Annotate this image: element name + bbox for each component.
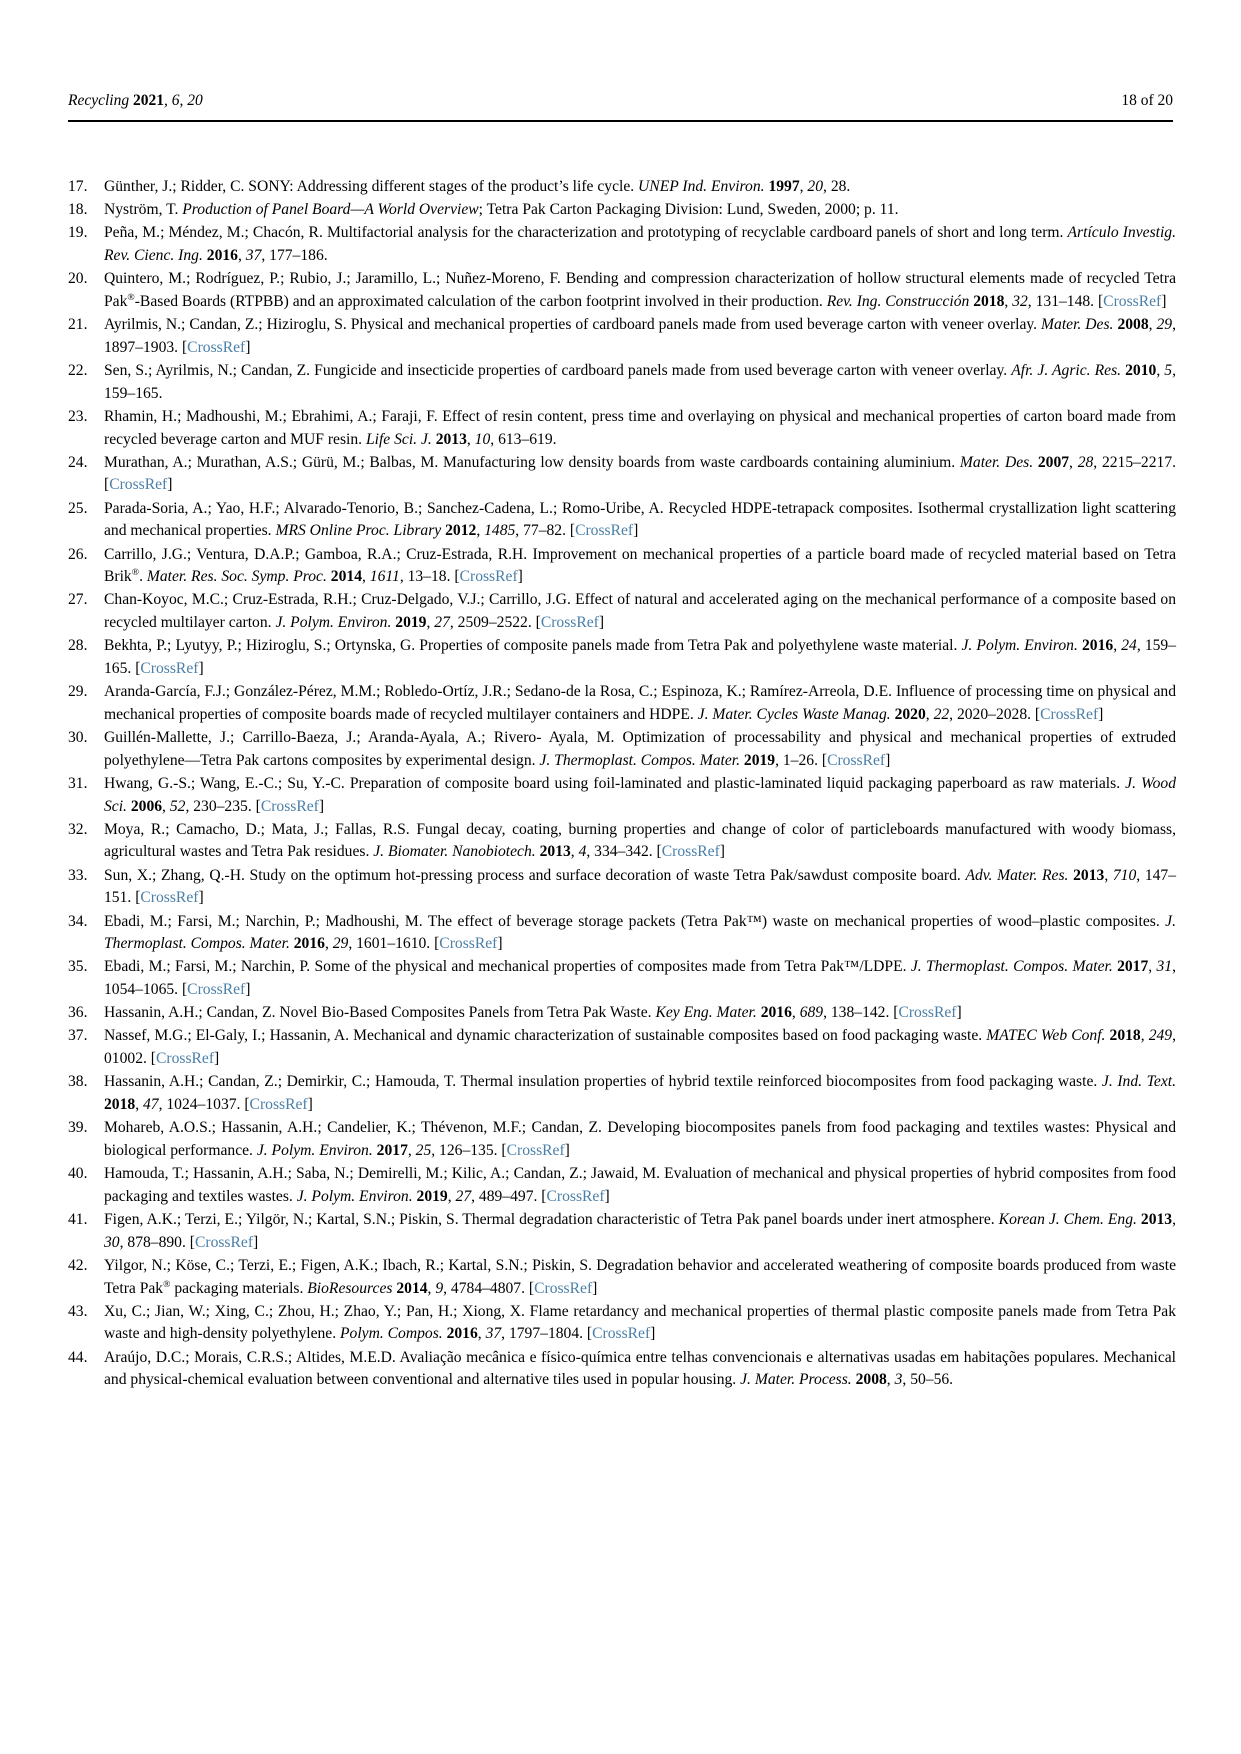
reference-entry <box>68 956 1176 1001</box>
reference-number: 31. <box>68 774 88 792</box>
reference-text: Carrillo, J.G.; Ventura, D.A.P.; Gamboa, R.A.; Cruz-Estrada, R.H. Improvement on mechanical properties of a particle board made of recycled material based on Tetra Brik®. Mater. Res. Soc. Symp. Proc. 2014, 1611, 13–18. [CrossRef] <box>104 545 1176 586</box>
reference-number: 33. <box>68 866 88 884</box>
crossref-link[interactable]: CrossRef <box>155 1050 215 1068</box>
crossref-link[interactable]: CrossRef <box>506 1141 565 1159</box>
reference-text: Guillén-Mallette, J.; Carrillo-Baeza, J.; Aranda-Ayala, A.; Rivero- Ayala, M. Optimization of processability and physical and mechanical properties of extruded polyethylene—Tetra Pak cartons composites by experimental design. J. Thermoplast. Compos. Mater. 2019, 1–26. [CrossRef] <box>104 729 1176 769</box>
page-header <box>68 92 1173 110</box>
reference-text: Ebadi, M.; Farsi, M.; Narchin, P.; Madhoushi, M. The effect of beverage storage packets (Tetra Pak™) waste on mechanical properties of wood–plastic composites. J. Thermoplast. Compos. Mater. 2016, 29, 1601–1610. [CrossRef] <box>104 912 1176 953</box>
reference-entry <box>68 360 1176 405</box>
reference-text: Sen, S.; Ayrilmis, N.; Candan, Z. Fungicide and insecticide properties of cardboard panels made from used beverage carton with veneer overlay. Afr. J. Agric. Res. 2010, 5, 159–165. <box>104 362 1176 402</box>
reference-text: Araújo, D.C.; Morais, C.R.S.; Altides, M.E.D. Avaliação mecânica e físico-química entre telhas convencionais e alternativas usadas em habitações populares. Mechanical and physical-chemical evaluation between conventional and alternative tiles used in popular housing. J. Mater. Process. 2008, 3, 50–56. <box>104 1348 1176 1389</box>
reference-number: 34. <box>68 912 88 930</box>
reference-entry <box>68 635 1176 680</box>
crossref-link[interactable]: CrossRef <box>540 614 599 632</box>
reference-text: Moya, R.; Camacho, D.; Mata, J.; Fallas, R.S. Fungal decay, coating, burning properties and change of color of particleboards manufactured with woody biomass, agricultural wastes and Tetra Pak residues. J. Biomater. Nanobiotech. 2013, 4, 334–342. [CrossRef] <box>104 820 1176 861</box>
crossref-link[interactable]: CrossRef <box>1040 705 1099 723</box>
reference-entry <box>68 406 1176 451</box>
reference-number: 38. <box>68 1073 88 1091</box>
reference-entry <box>68 819 1176 864</box>
crossref-link[interactable]: CrossRef <box>592 1325 651 1343</box>
reference-entry <box>68 222 1176 267</box>
reference-text: Bekhta, P.; Lyutyy, P.; Hiziroglu, S.; Ortynska, G. Properties of composite panels made from Tetra Pak and polyethylene waste material. J. Polym. Environ. 2016, 24, 159–165. [CrossRef] <box>104 637 1177 677</box>
header-divider <box>68 120 1173 122</box>
reference-entry <box>68 589 1176 634</box>
reference-number: 32. <box>68 820 88 838</box>
reference-text: Günther, J.; Ridder, C. SONY: Addressing different stages of the product’s life cycle. UNEP Ind. Environ. 1997, 20, 28. <box>104 178 851 195</box>
reference-number: 22. <box>68 362 88 379</box>
reference-entry <box>68 1347 1176 1392</box>
reference-number: 20. <box>68 270 88 288</box>
reference-number: 19. <box>68 224 88 242</box>
reference-entry <box>68 498 1176 543</box>
reference-entry <box>68 773 1176 818</box>
reference-text: Ayrilmis, N.; Candan, Z.; Hiziroglu, S. Physical and mechanical properties of cardboard panels made from used beverage carton with veneer overlay. Mater. Des. 2008, 29, 1897–1903. [CrossRef] <box>104 316 1176 356</box>
reference-text: Aranda-García, F.J.; González-Pérez, M.M.; Robledo-Ortíz, J.R.; Sedano-de la Rosa, C.; Espinoza, K.; Ramírez-Arreola, D.E. Influence of processing time on physical and mechanical properties of composite boards made of recycled multilayer containers and HDPE. J. Mater. Cycles Waste Manag. 2020, 22, 2020–2028. [CrossRef] <box>104 683 1176 723</box>
crossref-link[interactable]: CrossRef <box>187 981 246 999</box>
reference-number: 26. <box>68 545 88 563</box>
reference-number: 23. <box>68 407 88 425</box>
reference-entry <box>68 1301 1176 1346</box>
reference-entry <box>68 727 1176 772</box>
reference-number: 40. <box>68 1165 88 1183</box>
crossref-link[interactable]: CrossRef <box>439 935 498 953</box>
reference-text: Figen, A.K.; Terzi, E.; Yilgör, N.; Kartal, S.N.; Piskin, S. Thermal degradation characteristic of Tetra Pak panel boards under inert atmosphere. Korean J. Chem. Eng. 2013, 30, 878–890. [CrossRef] <box>104 1210 1176 1251</box>
reference-text: Mohareb, A.O.S.; Hassanin, A.H.; Candelier, K.; Thévenon, M.F.; Candan, Z. Developing biocomposites panels from food packaging and textiles wastes: Physical and biological performance. J. Polym. Environ. 2017, 25, 126–135. [CrossRef] <box>104 1119 1176 1159</box>
crossref-link[interactable]: CrossRef <box>459 568 518 586</box>
reference-number: 37. <box>68 1027 88 1045</box>
reference-entry <box>68 1255 1176 1300</box>
reference-entry <box>68 1209 1176 1254</box>
reference-text: Quintero, M.; Rodríguez, P.; Rubio, J.; Jaramillo, L.; Nuñez-Moreno, F. Bending and compression characterization of hollow structural elements made of recycled Tetra Pak®-Based Boards (RTPBB) and an approximated calculation of the carbon footprint involved in their production. Rev. Ing. Construcción 2018, 32, 131–148. [CrossRef] <box>104 270 1176 310</box>
crossref-link[interactable]: CrossRef <box>546 1187 605 1205</box>
crossref-link[interactable]: CrossRef <box>661 843 720 861</box>
reference-text: Xu, C.; Jian, W.; Xing, C.; Zhou, H.; Zhao, Y.; Pan, H.; Xiong, X. Flame retardancy and mechanical properties of thermal plastic composite panels made from Tetra Pak waste and high-density polyethylene. Polym. Compos. 2016, 37, 1797–1804. [CrossRef] <box>104 1302 1176 1343</box>
reference-number: 43. <box>68 1302 88 1320</box>
reference-text: Yilgor, N.; Köse, C.; Terzi, E.; Figen, A.K.; Ibach, R.; Kartal, S.N.; Piskin, S. Degradation behavior and accelerated weathering of composite boards produced from waste Tetra Pak® packaging materials. BioResources 2014, 9, 4784–4807. [CrossRef] <box>104 1256 1176 1297</box>
page-number: 18 of 20 <box>1121 92 1173 109</box>
reference-entry <box>68 314 1176 359</box>
reference-entry <box>68 1071 1176 1116</box>
reference-entry <box>68 1163 1176 1208</box>
reference-text: Rhamin, H.; Madhoushi, M.; Ebrahimi, A.; Faraji, F. Effect of resin content, press time and overlaying on physical and mechanical properties of carton board made from recycled beverage carton and MUF resin. Life Sci. J. 2013, 10, 613–619. <box>104 407 1176 448</box>
reference-text: Parada-Soria, A.; Yao, H.F.; Alvarado-Tenorio, B.; Sanchez-Cadena, L.; Romo-Uribe, A. Recycled HDPE-tetrapack composites. Isothermal crystallization light scattering and mechanical properties. MRS Online Proc. Library 2012, 1485, 77–82. [CrossRef] <box>104 499 1176 540</box>
reference-list <box>68 176 1176 1392</box>
reference-entry <box>68 1117 1176 1162</box>
journal-year: 2021 <box>132 92 164 109</box>
reference-text: Hwang, G.-S.; Wang, E.-C.; Su, Y.-C. Preparation of composite board using foil-laminated and plastic-laminated liquid packaging paperboard as raw materials. J. Wood Sci. 2006, 52, 230–235. [CrossRef] <box>104 774 1176 815</box>
reference-entry <box>68 911 1176 956</box>
reference-entry <box>68 865 1176 910</box>
reference-entry <box>68 199 1176 222</box>
reference-number: 39. <box>68 1119 88 1137</box>
reference-number: 27. <box>68 591 88 609</box>
reference-entry <box>68 176 1176 199</box>
reference-entry <box>68 681 1176 726</box>
reference-text: Nassef, M.G.; El-Galy, I.; Hassanin, A. Mechanical and dynamic characterization of sustainable composites based on food packaging waste. MATEC Web Conf. 2018, 249, 01002. [CrossRef] <box>104 1027 1176 1068</box>
crossref-link[interactable]: CrossRef <box>575 522 634 540</box>
crossref-link[interactable]: CrossRef <box>898 1004 957 1022</box>
reference-entry <box>68 268 1176 313</box>
reference-number: 28. <box>68 637 88 655</box>
reference-number: 41. <box>68 1210 88 1228</box>
reference-entry <box>68 452 1176 497</box>
reference-text: Ebadi, M.; Farsi, M.; Narchin, P. Some of the physical and mechanical properties of composites made from Tetra Pak™/LDPE. J. Thermoplast. Compos. Mater. 2017, 31, 1054–1065. [CrossRef] <box>104 958 1176 999</box>
reference-entry <box>68 1025 1176 1070</box>
reference-number: 42. <box>68 1256 88 1274</box>
crossref-link[interactable]: CrossRef <box>187 338 246 356</box>
journal-name: Recycling <box>68 92 130 109</box>
reference-entry <box>68 1002 1176 1025</box>
crossref-link[interactable]: CrossRef <box>1103 292 1162 310</box>
reference-number: 17. <box>68 178 88 195</box>
crossref-link[interactable]: CrossRef <box>260 797 319 815</box>
crossref-link[interactable]: CrossRef <box>140 889 199 907</box>
reference-number: 21. <box>68 316 88 334</box>
reference-number: 18. <box>68 201 88 219</box>
reference-text: Hamouda, T.; Hassanin, A.H.; Saba, N.; Demirelli, M.; Kilic, A.; Candan, Z.; Jawaid, M. Evaluation of mechanical and physical properties of hybrid composites from food packaging and textiles wastes. J. Polym. Environ. 2019, 27, 489–497. [CrossRef] <box>104 1165 1176 1205</box>
reference-number: 29. <box>68 683 88 701</box>
reference-text: Sun, X.; Zhang, Q.-H. Study on the optimum hot-pressing process and surface decoration of waste Tetra Pak/sawdust composite board. Adv. Mater. Res. 2013, 710, 147–151. [CrossRef] <box>104 866 1177 907</box>
reference-number: 25. <box>68 499 88 517</box>
reference-text: Murathan, A.; Murathan, A.S.; Gürü, M.; Balbas, M. Manufacturing low density boards from waste cardboards containing aluminium. Mater. Des. 2007, 28, 2215–2217. [CrossRef] <box>104 453 1177 494</box>
crossref-link[interactable]: CrossRef <box>140 659 199 677</box>
reference-text: Hassanin, A.H.; Candan, Z.; Demirkir, C.; Hamouda, T. Thermal insulation properties of hybrid textile reinforced biocomposites from food packaging waste. J. Ind. Text. 2018, 47, 1024–1037. [CrossRef] <box>104 1073 1176 1113</box>
reference-number: 24. <box>68 453 88 471</box>
reference-text: Peña, M.; Méndez, M.; Chacón, R. Multifactorial analysis for the characterization and prototyping of recyclable cardboard panels of short and long term. Artículo Investig. Rev. Cienc. Ing. 2016, 37, 177–186. <box>104 224 1176 265</box>
reference-number: 30. <box>68 729 88 746</box>
reference-text: Nyström, T. Production of Panel Board—A World Overview; Tetra Pak Carton Packaging Division: Lund, Sweden, 2000; p. 11. <box>104 201 899 219</box>
reference-text: Chan-Koyoc, M.C.; Cruz-Estrada, R.H.; Cruz-Delgado, V.J.; Carrillo, J.G. Effect of natural and accelerated aging on the mechanical performance of a composite based on recycled multilayer carton. J. Polym. Environ. 2019, 27, 2509–2522. [CrossRef] <box>104 591 1176 632</box>
crossref-link[interactable]: CrossRef <box>827 751 886 769</box>
journal-issue: , 6, 20 <box>163 92 203 109</box>
reference-number: 44. <box>68 1348 88 1366</box>
crossref-link[interactable]: CrossRef <box>194 1233 254 1251</box>
crossref-link[interactable]: CrossRef <box>534 1279 593 1297</box>
reference-number: 35. <box>68 958 88 976</box>
reference-number: 36. <box>68 1004 88 1022</box>
reference-text: Hassanin, A.H.; Candan, Z. Novel Bio-Based Composites Panels from Tetra Pak Waste. Key Eng. Mater. 2016, 689, 138–142. [CrossRef] <box>104 1004 962 1022</box>
journal-citation <box>68 92 203 110</box>
crossref-link[interactable]: CrossRef <box>249 1096 308 1113</box>
crossref-link[interactable]: CrossRef <box>109 476 168 494</box>
reference-entry <box>68 544 1176 589</box>
